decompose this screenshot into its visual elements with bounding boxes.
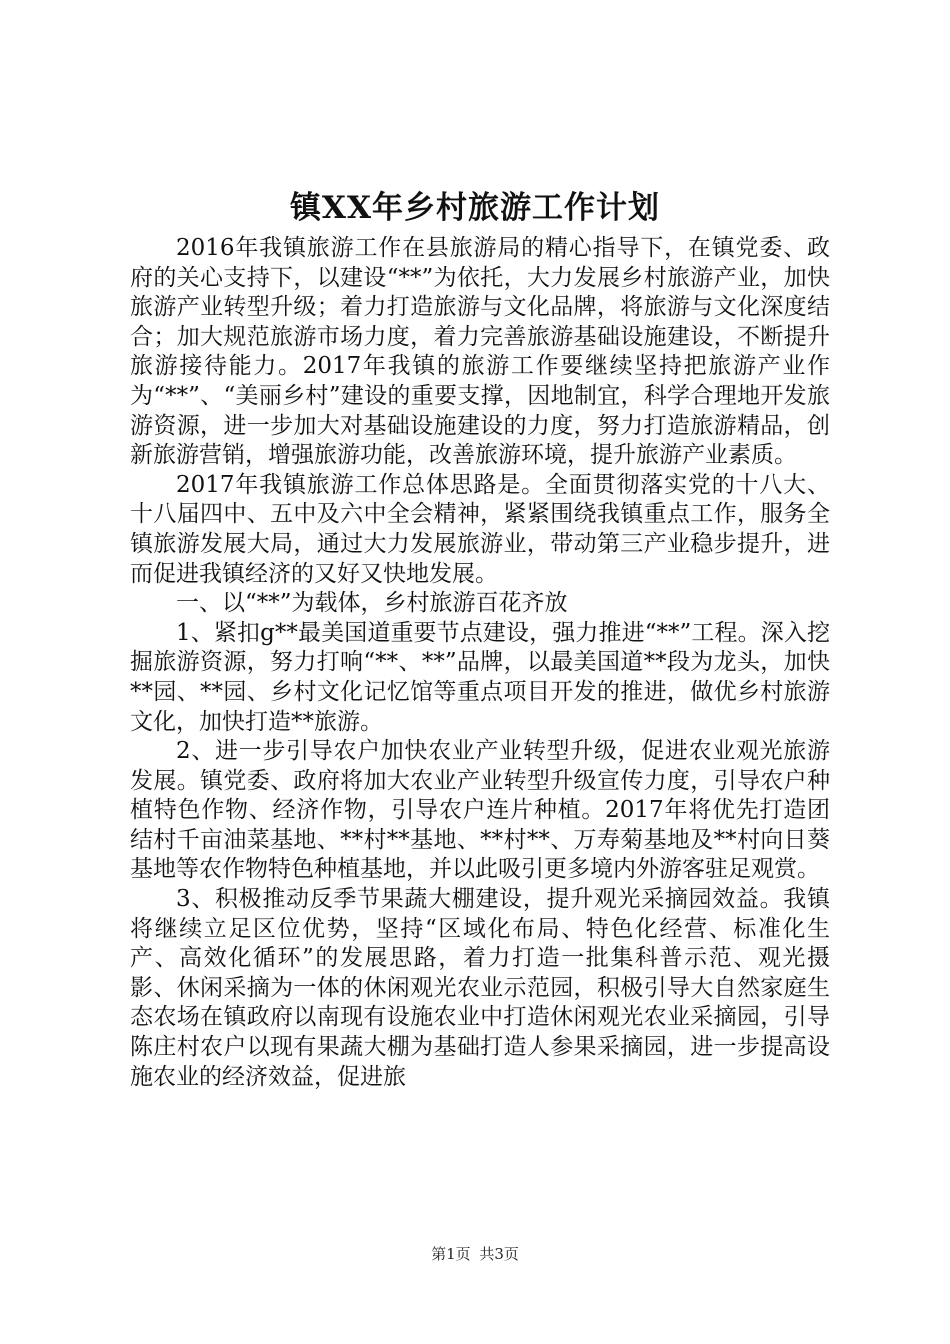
paragraph-overall-approach: 2017年我镇旅游工作总体思路是。全面贯彻落实党的十八大、十八届四中、五中及六中全会精神，紧紧围绕我镇重点工作，服务全镇旅游发展大局，通过大力发展旅游业，带动第三产业稳步提升，进而促进我镇经济的又好又快地发展。 <box>130 471 830 587</box>
paragraph-item-3: 3、积极推动反季节果蔬大棚建设，提升观光采摘园效益。我镇将继续立足区位优势，坚持“区域化布局、特色化经营、标准化生产、高效化循环”的发展思路，着力打造一批集科普示范、观光摄影、休闲采摘为一体的休闲观光农业示范园，积极引导大自然家庭生态农场在镇政府以南现有设施农业中打造休闲观光农业采摘园，引导陈庄村农户以现有果蔬大棚为基础打造人参果采摘园，进一步提高设施农业的经济效益，促进旅 <box>130 886 830 1090</box>
page-total: 共3页 <box>479 1245 519 1263</box>
paragraph-item-1: 1、紧扣g**最美国道重要节点建设，强力推进“**”工程。深入挖掘旅游资源，努力打响“**、**”品牌，以最美国道**段为龙头，加快**园、**园、乡村文化记忆馆等重点项目开发的推进，做优乡村旅游文化，加快打造**旅游。 <box>130 619 830 735</box>
document-title: 镇XX年乡村旅游工作计划 <box>289 190 661 226</box>
page-footer <box>0 1244 950 1264</box>
section-heading-1: 一、以“**”为载体，乡村旅游百花齐放 <box>176 590 568 617</box>
paragraph-intro: 2016年我镇旅游工作在县旅游局的精心指导下，在镇党委、政府的关心支持下，以建设“**”为依托，大力发展乡村旅游产业，加快旅游产业转型升级；着力打造旅游与文化品牌，将旅游与文化深度结合；加大规范旅游市场力度，着力完善旅游基础设施建设，不断提升旅游接待能力。2017年我镇的旅游工作要继续坚持把旅游产业作为“**”、“美丽乡村”建设的重要支撑，因地制宜，科学合理地开发旅游资源，进一步加大对基础设施建设的力度，努力打造旅游精品，创新旅游营销，增强旅游功能，改善旅游环境，提升旅游产业素质。 <box>130 235 830 469</box>
paragraph-item-2: 2、进一步引导农户加快农业产业转型升级，促进农业观光旅游发展。镇党委、政府将加大农业产业转型升级宣传力度，引导农户种植特色作物、经济作物，引导农户连片种植。2017年将优先打造团结村千亩油菜基地、**村**基地、**村**、万寿菊基地及**村向日葵基地等农作物特色种植基地，并以此吸引更多境内外游客驻足观赏。 <box>130 738 830 883</box>
document-body <box>130 234 830 1092</box>
page-number: 第1页 <box>431 1245 471 1263</box>
